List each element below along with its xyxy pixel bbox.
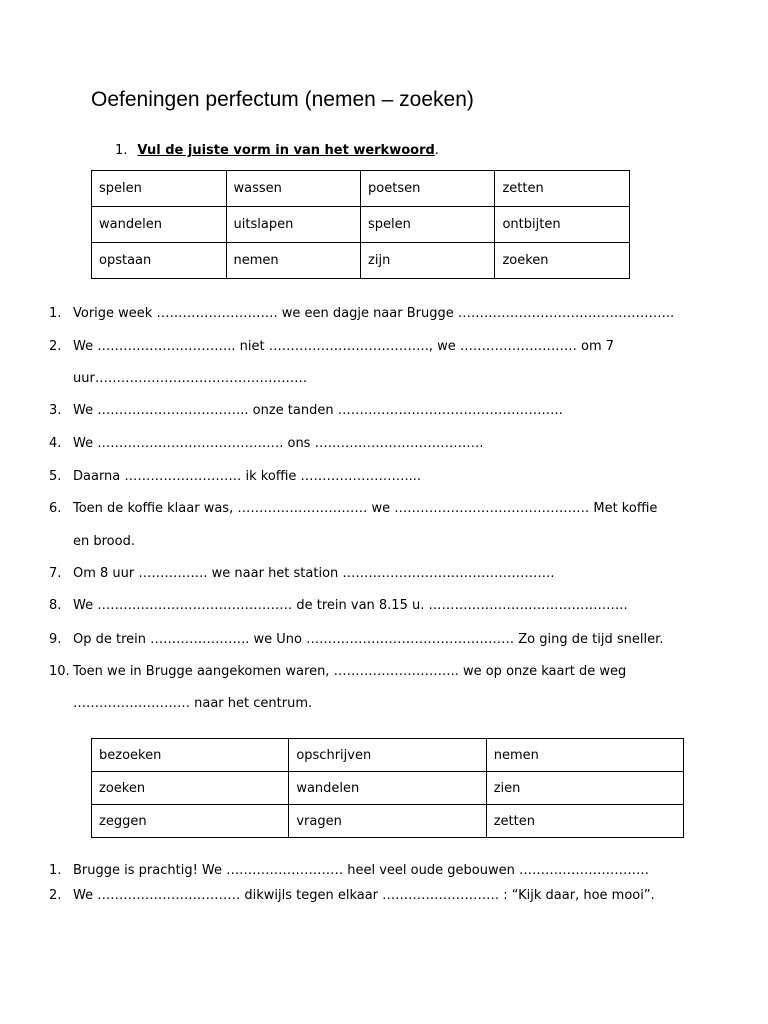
table-row: [92, 739, 684, 772]
exercise-line: 8. We ……………………………………… de trein van 8.15 u. ……………………………………….: [49, 598, 628, 613]
table-cell: wandelen: [289, 772, 486, 805]
table-row: [92, 171, 630, 207]
table-cell: zoeken: [495, 243, 630, 279]
table-cell: zijn: [361, 243, 495, 279]
table-cell: zetten: [486, 805, 683, 838]
page-title: Oefeningen perfectum (nemen – zoeken): [91, 88, 474, 111]
table-cell: uitslapen: [226, 207, 361, 243]
table-cell: zien: [486, 772, 683, 805]
table-cell: zoeken: [92, 772, 289, 805]
table-cell: zeggen: [92, 805, 289, 838]
table-cell: bezoeken: [92, 739, 289, 772]
table-cell: spelen: [92, 171, 227, 207]
instruction-number: 1.: [115, 143, 128, 158]
table-row: [92, 772, 684, 805]
table-cell: poetsen: [361, 171, 495, 207]
exercise-line: 7. Om 8 uur ……………. we naar het station ………………………………………….: [49, 566, 555, 581]
verb-table-2: [91, 738, 684, 838]
exercise-line: 3. We …………………………….. onze tanden …………………………………………….: [49, 403, 563, 418]
instruction-text: Vul de juiste vorm in van het werkwoord: [137, 143, 435, 158]
exercise-line: 9. Op de trein ………………….. we Uno ………………………………………… Zo ging de tijd sneller.: [49, 632, 664, 647]
exercise-line: 6. Toen de koffie klaar was, ………………………… we ……………………………………… Met koffie: [49, 501, 658, 516]
exercise-continuation: uur………………………………………….: [73, 371, 307, 386]
table-cell: vragen: [289, 805, 486, 838]
instruction: [115, 143, 439, 158]
table-cell: nemen: [486, 739, 683, 772]
table-cell: zetten: [495, 171, 630, 207]
table-cell: nemen: [226, 243, 361, 279]
exercise-line: 1. Brugge is prachtig! We ……………………… heel veel oude gebouwen …………………………: [49, 863, 649, 878]
exercise-line: 1. Vorige week ………………………. we een dagje naar Brugge …………………………………………..: [49, 306, 675, 321]
table-row: [92, 805, 684, 838]
exercise-line: 10. Toen we in Brugge aangekomen waren, ……………………….. we op onze kaart de weg: [49, 664, 627, 679]
table-row: [92, 207, 630, 243]
table-cell: wandelen: [92, 207, 227, 243]
exercise-line: 2. We …………………………… dikwijls tegen elkaar ……………………… : “Kijk daar, hoe mooi”.: [49, 888, 655, 903]
exercise-line: 2. We ………………………….. niet ………………………………., we ……………………… om 7: [49, 339, 615, 354]
table-cell: wassen: [226, 171, 361, 207]
instruction-suffix: .: [434, 143, 439, 158]
exercise-line: 5. Daarna ……………………… ik koffie ……………………....: [49, 469, 422, 484]
exercise-continuation: en brood.: [73, 534, 135, 549]
table-cell: spelen: [361, 207, 495, 243]
table-cell: opschrijven: [289, 739, 486, 772]
table-cell: ontbijten: [495, 207, 630, 243]
verb-table-1: [91, 170, 630, 279]
exercise-continuation: ……………………… naar het centrum.: [73, 696, 313, 711]
table-cell: opstaan: [92, 243, 227, 279]
table-row: [92, 243, 630, 279]
exercise-line: 4. We ……………………………………. ons …………………………………: [49, 436, 484, 451]
